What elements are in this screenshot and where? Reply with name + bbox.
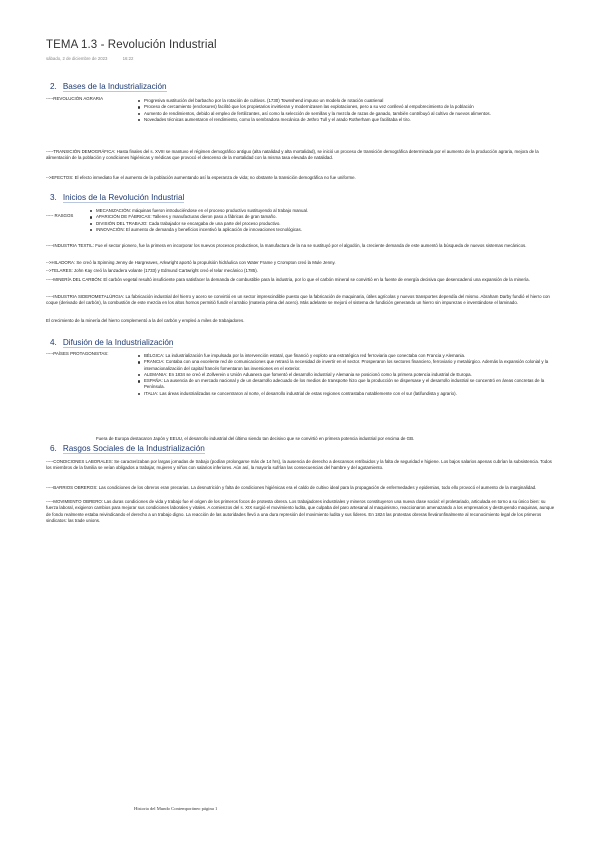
section-2-title: Bases de la Industrialización	[62, 82, 167, 91]
page-date: sábado, 2 de diciembre de 2023	[46, 56, 108, 61]
crecimiento-mineria: El crecimiento de la minería del hierro complementó a la del carbón y empleó a miles de trabajadores.	[46, 318, 245, 323]
industria-textil: -----INDUSTRIA TEXTIL: Fue el sector pionero, fue la primera en incorporar los nuevos procesos productivos, la manufactura de la na se sustituyó por el algodón, la creciente demanda de este aumentó la búsqueda de nuevos sistemas mecánicos.	[46, 243, 527, 248]
list-item: DIVISIÓN DEL TRABAJO: Cada trabajador se encargaba de una parte del proceso productivo.	[90, 221, 510, 227]
paises-list	[138, 353, 558, 397]
telares: -->TELARES: John Kay creó la lanzadera volante (1733) y Edmund Cartwright creó el telar mecánico (1785).	[46, 268, 258, 273]
section-2-heading	[50, 82, 167, 91]
section-6-heading	[50, 444, 205, 453]
efectos: -->EFECTOS: El efecto inmediato fue el aumento de la población aumentando así la esperanza de vida; no obstante la transición demográfica no fue uniforme.	[46, 175, 356, 180]
paises-label: -----PAÍSES PROTAGONISTAS:	[46, 351, 109, 356]
page-time: 16:22	[122, 56, 134, 61]
rev-agraria-list	[138, 98, 538, 123]
section-6-number: 6.	[50, 444, 57, 453]
section-2-number: 2.	[50, 82, 57, 91]
section-4-number: 4.	[50, 338, 57, 347]
rasgos-list	[90, 208, 510, 233]
rev-agraria-label: -----REVOLUCIÓN AGRARIA	[46, 96, 104, 101]
list-item: ALEMANIA: En 1834 se creó el Zollverein o Unión Aduanera que fomentó el desarrollo industrial y Alemania se posicionó como la primera potencia industrial de Europa.	[138, 372, 558, 378]
page-footer: Historia del Mundo Contemporáneo página 1	[134, 806, 218, 811]
mineria-carbon: -----MINERÍA DEL CARBÓN: El carbón vegetal resultó insuficiente para satisfacer la demanda de combustible para la industria, por lo que el carbón mineral se convirtió en la fuente de energía decisiva que desencadenó una expansión de la minería.	[46, 277, 530, 282]
section-3-number: 3.	[50, 193, 57, 202]
list-item: ITALIA: Las áreas industrializadas se concentraron al norte, el desarrollo industrial de estas regiones contrastaba notablemente con el sur (latifundista y agrario).	[138, 391, 558, 397]
barrios-obreros: -----BARRIOS OBREROS: Las condiciones de los obreros eran precarias. La desnutrición y falta de condiciones higiénicas era el caldo de cultivo ideal para la propagación de enfermedades y epidemias, todo ello provocó el aumento de la marginalidad.	[46, 485, 537, 490]
list-item: APARICIÓN DE FÁBRICAS: Talleres y manufacturas dieron paso a fábricas de gran tamaño.	[90, 214, 510, 220]
hiladora: -->HILADORA: Se creó la Spinning Jenny de Hargreaves, Arkwright aportó la propulsión hidráulica con Water Frame y Crompton creó la Mule Jenny.	[46, 260, 336, 265]
condiciones-laborales: -----CONDICIONES LABORALES: Se caracterizaban por largas jornadas de trabajo (podían prolongarse más de 14 hrs), la ausencia de derecho a descansos retribuidos y la falta de seguridad e higiene. Los bajos salarios apenas cubrían la subsistencia. Todos los miembros de la familia se veían obligados a trabajar, mujeres y niños con salarios inferiores. Aún así, la mayoría sufrían las consecuencias del hambre y del agotamiento.	[46, 459, 552, 471]
list-item: Progresiva sustitución del barbacho por la rotación de cultivos. (1730) Townshend impuso un modelo de rotación cuatrienal	[138, 98, 538, 104]
transicion-demografica: -----TRANSICIÓN DEMOGRÁFICA: Hasta finales del s. XVIII se mantuvo el régimen demográfico antiguo (alta natalidad y alta mortalidad), se inició un proceso de transición demográfica determinada por el aumento de la producción agraria, mejora de la alimentación de la población y condiciones higiénicas y médicas que provocó el descenso de la mortalidad con la misma tasa elevada de natalidad.	[46, 149, 539, 161]
fuera-de-europa: Fuera de Europa destacaron Japón y EEUU, el desarrollo industrial del último siendo tan decisivo que se convirtió en primera potencia industrial por encima de GB.	[96, 436, 415, 441]
page-title: TEMA 1.3 - Revolución Industrial	[46, 39, 217, 51]
section-4-title: Difusión de la Industrialización	[62, 338, 174, 347]
movimiento-obrero: -----MOVIMIENTO OBRERO: Las duras condiciones de vida y trabajo fue el origen de los primeros focos de protesta obrera. Los trabajadores industriales y mineros constituyeron una nueva clase social: el proletariado, articulada en torno a su único bien: su fuerza laboral, exigieron cambios para mejorar sus condiciones laborales y vitales. A comienzos del s. XIX surgió el movimiento ludita, que culpaba del paro artesanal al maquinismo, reaccionaron amenazando a los empresarios y destruyendo maquinas, aunque de fondo realmente estaba reivindicando el derecho a un trabajo digno. La reacción de las autoridades llevó a una dura represión del movimiento ludita y sus líderes. En 1824 las protestas obreras lleváronfinalmente al reconocimiento legal de los primeros sindicatos: las trade unions.	[46, 499, 555, 523]
list-item: Proceso de cercamiento (enclosures) facilitó que los propietarios invirtieran y modernizasen las explotaciones, pero a su vez conllevó al empobrecimiento de la población	[138, 104, 538, 110]
list-item: FRANCIA: Contaba con una excelente red de comunicaciones que retrasó la necesidad de invertir en el sector. Prosperaron los sectores financiero, ferroviario y metalúrgico. Además la expansión colonial y la internacionalización del capital francés fomentaron las inversiones en el exterior.	[138, 359, 558, 372]
page-datetime	[46, 56, 147, 61]
list-item: MECANIZACIÓN: máquinas fueron introduciéndose en el proceso productivo sustituyendo al trabajo manual.	[90, 208, 510, 214]
list-item: BÉLGICA: La industrialización fue impulsada por la intervención estatal, que financió y exploto una estratégica red ferroviaria que conectaba con Francia y Alemania.	[138, 353, 558, 359]
list-item: INNOVACIÓN: El aumento de demanda y beneficios incentivó la aplicación de innovaciones tecnológicas.	[90, 227, 510, 233]
rasgos-label: ----- RASGOS	[46, 213, 74, 218]
list-item: Aumento de rendimientos, debido al empleo de fertilizantes, así como la selección de semillas y la mezcla de razas de ganado, también contribuyó al cultivo de nuevos alimentos.	[138, 111, 538, 117]
section-3-title: Inicios de la Revolución Industrial	[62, 193, 185, 202]
industria-siderometalurgia: -----INDUSTRIA SIDEROMETALÚRGIA: La fabricación industrial del hierro y acero se convirtió en un sector imprescindible puesto que la fabricación de maquinaria, útiles agrícolas y nuevos transportes dependía del mismo. Abraham Darby fundió el hierro con coque (derivado del carbón), la combustión de este mezcla en los altos hornos permitió fundir el arrabio (materia prima del acero). Más adelante se mejoró el sistema de fundición generando un hierro sin impurezas e inventándose el laminado.	[46, 294, 550, 306]
section-4-heading	[50, 338, 173, 347]
section-3-heading	[50, 193, 184, 202]
list-item: Novedades técnicas aumentaron el rendimiento, como la sembradora mecánica de Jethro Tull y el arado Rotherham que facilitaba el tiro.	[138, 117, 538, 123]
list-item: ESPAÑA: La ausencia de un mercado nacional y de un desarrollo adecuado de los medios de transporte hizo que la producción se dispersase y el desarrollo industrial se concentró en áreas concretas de la Península.	[138, 378, 558, 391]
section-6-title: Rasgos Sociales de la Industrialización	[62, 444, 205, 453]
